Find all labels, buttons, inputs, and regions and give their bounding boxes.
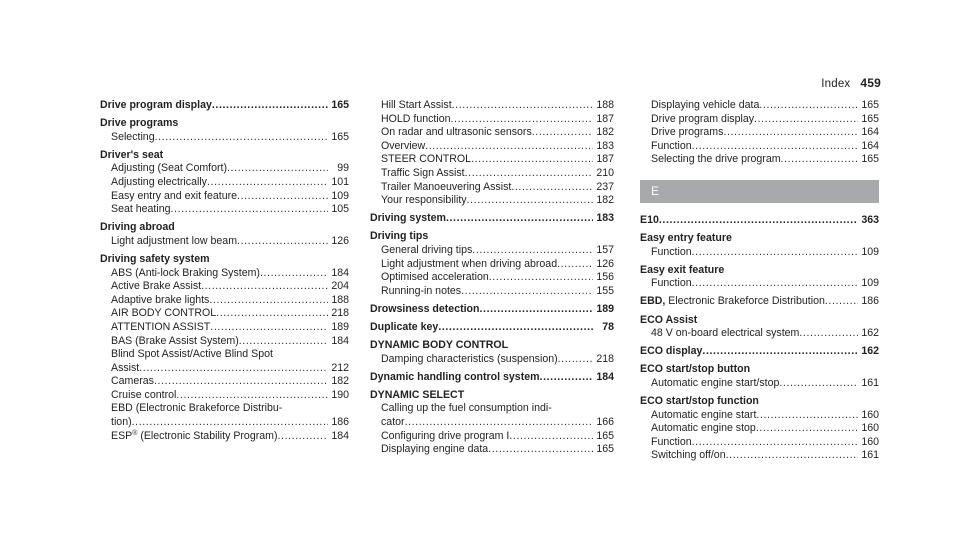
page-ref: 101 (331, 175, 349, 188)
page-ref: 189 (331, 320, 349, 333)
sub-entry-label: Drive program display (651, 112, 755, 125)
sub-entry (100, 176, 349, 190)
sub-entry-label: ATTENTION ASSIST (111, 320, 211, 333)
index-entry (100, 117, 349, 144)
sub-entry (100, 362, 349, 376)
index-entry (100, 253, 349, 443)
sub-entry (640, 140, 879, 154)
section-title: Index (821, 78, 851, 90)
sub-entry (100, 162, 349, 176)
entry-row (370, 212, 614, 226)
sub-entry (370, 181, 614, 195)
sub-entry (100, 307, 349, 321)
index-entry (640, 363, 879, 390)
sub-entry (370, 271, 614, 285)
index-entry (370, 339, 614, 366)
sub-entry-label: Selecting the drive program (651, 153, 781, 166)
entry-title: ECO Assist (640, 313, 698, 326)
sub-entry-label: Traffic Sign Assist (381, 166, 465, 179)
index-entry (370, 303, 614, 317)
sub-entry (370, 285, 614, 299)
sub-entry (100, 335, 349, 349)
entry-title: Driving safety system (100, 252, 210, 265)
sub-entry (100, 267, 349, 281)
entry-row (640, 295, 879, 309)
page-ref: 204 (331, 280, 349, 293)
sub-entry-label: HOLD function (381, 112, 451, 125)
page-ref: 161 (861, 449, 879, 462)
sub-entry-label: AIR BODY CONTROL (111, 307, 217, 320)
page-ref: 188 (596, 99, 614, 111)
page-ref: 190 (331, 388, 349, 401)
sub-entry-label: Drive programs (651, 126, 724, 139)
page-ref: 165 (861, 99, 879, 111)
entry-row (640, 345, 879, 359)
sub-entry-label: Automatic engine start (651, 408, 757, 421)
entry-title: Easy entry feature (640, 232, 732, 245)
page-ref: 165 (331, 130, 349, 143)
page-ref: 182 (331, 375, 349, 388)
page-ref: 186 (331, 416, 349, 429)
page-ref: 363 (861, 213, 879, 226)
sub-entry-label: Configuring drive program I (381, 429, 510, 442)
sub-entry-label: Adjusting electrically (111, 175, 207, 188)
page-ref: 218 (331, 307, 349, 320)
page-ref: 218 (596, 352, 614, 365)
page-ref: 184 (331, 266, 349, 279)
sub-entry-label: STEER CONTROL (381, 153, 472, 166)
page-ref: 99 (337, 162, 349, 175)
sub-entry (100, 235, 349, 249)
index-entry (640, 264, 879, 291)
sub-entry-label: Automatic engine start/stop (651, 376, 780, 389)
page-ref: 187 (596, 153, 614, 166)
sub-entry-label: Active Brake Assist (111, 280, 202, 293)
index-entry (640, 295, 879, 309)
index-entry (100, 99, 349, 113)
sub-entry-label: 48 V on-board electrical system (651, 327, 800, 340)
entry-title: Duplicate key (370, 320, 439, 333)
page-ref: 78 (602, 320, 614, 333)
page-ref: 160 (861, 408, 879, 421)
sub-entry (370, 353, 614, 367)
index-entry (640, 214, 879, 228)
section-letter-header: E (640, 180, 879, 203)
entry-row (640, 214, 879, 228)
page-ref: 109 (331, 189, 349, 202)
sub-entry (100, 294, 349, 308)
entry-row (100, 99, 349, 113)
entry-title: DYNAMIC SELECT (370, 388, 465, 401)
page-ref: 105 (331, 203, 349, 216)
sub-entry-label: cator (381, 415, 405, 428)
sub-entry (640, 126, 879, 140)
sub-entry-label: Trailer Manoeuvering Assist (381, 180, 512, 193)
page-ref: 184 (596, 370, 614, 383)
sub-entry (370, 113, 614, 127)
page-ref: 183 (596, 212, 614, 225)
page-ref: 184 (331, 429, 349, 442)
index-entry (640, 345, 879, 359)
page-ref: 164 (861, 139, 879, 152)
page-ref: 186 (861, 295, 879, 308)
page-ref: 126 (331, 234, 349, 247)
page-ref: 187 (596, 112, 614, 125)
sub-entry (370, 194, 614, 208)
sub-entry-label: tion) (111, 416, 132, 429)
sub-entry (370, 244, 614, 258)
sub-entry-label-line1: Blind Spot Assist/Active Blind Spot (111, 348, 273, 361)
entry-title: Driving abroad (100, 221, 175, 234)
sub-entry (640, 422, 879, 436)
index-entry (100, 221, 349, 248)
page-ref: 126 (596, 257, 614, 270)
sub-entry (640, 327, 879, 341)
page-ref: 165 (861, 153, 879, 166)
sub-entry (370, 99, 614, 113)
index-entry (370, 321, 614, 335)
entry-title: ECO display (640, 345, 703, 358)
entry-row (370, 303, 614, 317)
page-ref: 165 (331, 99, 349, 111)
entry-title: E10 (640, 213, 659, 226)
page-ref: 162 (861, 345, 879, 358)
sub-entry-label: Overview (381, 139, 426, 152)
page-ref: 109 (861, 245, 879, 258)
entry-title: Easy exit feature (640, 263, 725, 276)
sub-entry (640, 99, 879, 113)
sub-entry (100, 131, 349, 145)
index-entry-continued (640, 99, 879, 167)
sub-entry-label: Running-in notes (381, 284, 462, 297)
entry-title: Drive programs (100, 117, 179, 130)
sub-entry (100, 321, 349, 335)
sub-entry (100, 375, 349, 389)
sub-entry-label: Cruise control (111, 388, 177, 401)
sub-entry (100, 430, 349, 444)
index-entry (640, 395, 879, 463)
sub-entry-label: Assist (111, 361, 140, 374)
sub-entry-label: Seat heating (111, 203, 171, 216)
index-entry (100, 149, 349, 217)
entry-title: Drowsiness detection (370, 302, 480, 315)
sub-entry-label: ESP® (Electronic Stability Program) (111, 429, 278, 442)
index-entry (640, 232, 879, 259)
index-entry-continued (370, 99, 614, 208)
sub-entry-label: Switching off/on (651, 449, 726, 462)
sub-entry (100, 203, 349, 217)
sub-entry-label: Function (651, 245, 692, 258)
sub-entry-label: Easy entry and exit feature (111, 189, 238, 202)
sub-entry (370, 416, 614, 430)
index-column-1 (100, 99, 349, 448)
page-ref: 155 (596, 284, 614, 297)
entry-title: Drive program display (100, 99, 212, 111)
page-ref: 165 (596, 429, 614, 442)
sub-entry-label-line1: Calling up the fuel consumption indi- (381, 402, 552, 415)
page-ref: 188 (331, 293, 349, 306)
sub-entry (640, 449, 879, 463)
page-ref: 160 (861, 435, 879, 448)
entry-title: Dynamic handling control system (370, 370, 540, 383)
sub-entry (640, 377, 879, 391)
index-entry (370, 212, 614, 226)
sub-entry-label: General driving tips (381, 243, 473, 256)
sub-entry-label: Adjusting (Seat Comfort) (111, 162, 227, 175)
page-ref: 161 (861, 376, 879, 389)
sub-entry-label: BAS (Brake Assist System) (111, 334, 239, 347)
sub-entry-label: Hill Start Assist (381, 99, 452, 111)
page-ref: 164 (861, 126, 879, 139)
sub-entry-label: Adaptive brake lights (111, 293, 210, 306)
sub-entry (370, 140, 614, 154)
page-ref: 162 (861, 327, 879, 340)
page-ref: 183 (596, 139, 614, 152)
sub-entry (370, 153, 614, 167)
sub-entry-label: Displaying engine data (381, 443, 489, 456)
sub-entry-label: Displaying vehicle data (651, 99, 760, 111)
sub-entry-label: Function (651, 139, 692, 152)
index-entry (370, 389, 614, 457)
sub-entry-label: Your responsibility (381, 194, 467, 207)
page-ref: 189 (596, 302, 614, 315)
index-column-3 (640, 99, 879, 467)
page-ref: 182 (596, 126, 614, 139)
page-header (821, 76, 881, 90)
page-ref: 160 (861, 422, 879, 435)
sub-entry-label: Optimised acceleration (381, 271, 489, 284)
sub-entry (370, 430, 614, 444)
sub-entry-label: ABS (Anti-lock Braking System) (111, 266, 260, 279)
sub-entry (370, 126, 614, 140)
sub-entry-label: Damping characteristics (suspension) (381, 352, 558, 365)
sub-entry-label: Light adjustment when driving abroad (381, 257, 558, 270)
page-ref: 157 (596, 243, 614, 256)
index-entry (370, 371, 614, 385)
sub-entry-label: On radar and ultrasonic sensors (381, 126, 532, 139)
sub-entry (370, 443, 614, 457)
entry-row (370, 321, 614, 335)
entry-title: Driving system (370, 212, 446, 225)
sub-entry (640, 153, 879, 167)
sub-entry-label: Function (651, 435, 692, 448)
sub-entry (100, 416, 349, 430)
page-ref: 184 (331, 334, 349, 347)
entry-title: ECO start/stop function (640, 395, 759, 407)
page-ref: 165 (596, 443, 614, 456)
entry-title: ECO start/stop button (640, 363, 751, 376)
sub-entry (370, 167, 614, 181)
sub-entry (100, 280, 349, 294)
sub-entry (640, 277, 879, 291)
entry-title: DYNAMIC BODY CONTROL (370, 339, 509, 351)
sub-entry (370, 258, 614, 272)
sub-entry-label: Function (651, 277, 692, 290)
page-ref: 212 (331, 361, 349, 374)
registered-mark: ® (132, 429, 138, 437)
sub-entry-label: Light adjustment low beam (111, 234, 238, 247)
page-ref: 109 (861, 277, 879, 290)
sub-entry-label: Automatic engine stop (651, 422, 756, 435)
sub-entry-label: Cameras (111, 375, 154, 388)
page-ref: 156 (596, 271, 614, 284)
page-number: 459 (860, 76, 881, 90)
sub-entry-label: Selecting (111, 130, 155, 143)
sub-entry-label-line1: EBD (Electronic Brakeforce Distribu- (111, 402, 283, 415)
sub-entry (640, 113, 879, 127)
entry-row (370, 371, 614, 385)
index-column-2 (370, 99, 614, 461)
sub-entry (640, 409, 879, 423)
page-ref: 237 (596, 180, 614, 193)
sub-entry (640, 246, 879, 260)
entry-title: Driver's seat (100, 148, 164, 161)
page-ref: 210 (596, 166, 614, 179)
page-ref: 165 (861, 112, 879, 125)
page-ref: 182 (596, 194, 614, 207)
index-entry (640, 314, 879, 341)
entry-title: Driving tips (370, 230, 429, 243)
sub-entry (640, 436, 879, 450)
index-entry (370, 230, 614, 298)
sub-entry (100, 190, 349, 204)
entry-title: EBD, Electronic Brakeforce Distribution (640, 295, 825, 308)
page-ref: 166 (596, 415, 614, 428)
sub-entry (100, 389, 349, 403)
